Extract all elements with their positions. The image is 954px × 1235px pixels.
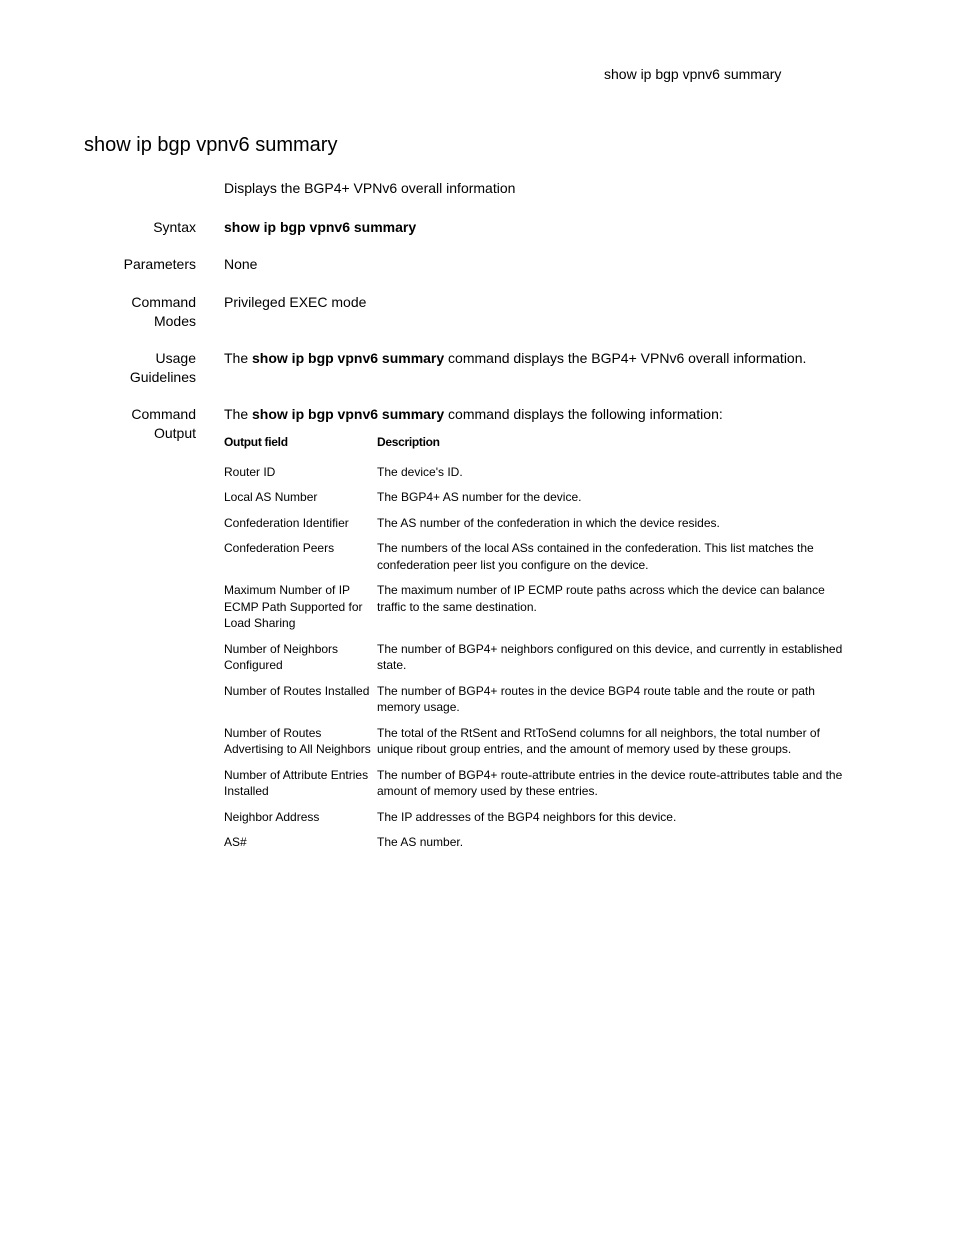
usage-label	[76, 349, 196, 387]
usage-label-line2: Guidelines	[129, 369, 196, 385]
intro-text: Displays the BGP4+ VPNv6 overall information	[224, 180, 516, 196]
table-cell-description: The number of BGP4+ route-attribute entries in the device route-attributes table and the amount of memory used by these entries.	[377, 767, 843, 798]
output-table-header-field: Output field	[224, 435, 288, 449]
syntax-value: show ip bgp vpnv6 summary	[224, 219, 417, 235]
table-row	[224, 582, 853, 641]
table-cell-description: The AS number of the confederation in which the device resides.	[377, 515, 720, 530]
parameters-label: Parameters	[123, 256, 196, 272]
table-cell-field: Router ID	[224, 464, 276, 479]
table-cell-description: The BGP4+ AS number for the device.	[377, 490, 582, 504]
output-table-header-description: Description	[377, 435, 440, 449]
table-row	[224, 834, 853, 860]
table-cell-field: Number of Routes Advertising to All Neighbors	[224, 725, 371, 756]
table-cell-description: The total of the RtSent and RtToSend columns for all neighbors, the total number of unique ribout group entries, and the amount of memory used by these groups.	[377, 725, 820, 756]
table-row	[224, 540, 853, 582]
table-cell-field: Number of Routes Installed	[224, 683, 370, 698]
table-cell-field: Maximum Number of IP ECMP Path Supported for Load Sharing	[224, 583, 363, 630]
table-row	[224, 489, 853, 515]
syntax-label: Syntax	[153, 219, 196, 235]
table-cell-field: Number of Neighbors Configured	[224, 641, 339, 672]
output-command: show ip bgp vpnv6 summary	[252, 406, 445, 422]
command-modes-label	[76, 293, 196, 331]
table-cell-description: The maximum number of IP ECMP route paths across which the device can balance traffic to the same destination.	[377, 583, 825, 614]
command-modes-label-line1: Command	[131, 294, 196, 310]
table-row	[224, 809, 853, 835]
table-cell-field: Neighbor Address	[224, 809, 320, 824]
table-cell-field: AS#	[224, 835, 247, 849]
output-text	[224, 405, 723, 424]
page-title: show ip bgp vpnv6 summary	[84, 134, 338, 156]
usage-label-line1: Usage	[155, 350, 196, 366]
running-header: show ip bgp vpnv6 summary	[604, 66, 782, 82]
table-cell-description: The IP addresses of the BGP4 neighbors for this device.	[377, 809, 677, 824]
table-row	[224, 767, 853, 809]
table-row	[224, 464, 853, 490]
table-cell-description: The device's ID.	[377, 464, 463, 479]
command-modes-value: Privileged EXEC mode	[224, 294, 367, 310]
output-label-line2: Output	[153, 425, 196, 441]
usage-command: show ip bgp vpnv6 summary	[252, 350, 445, 366]
table-cell-field: Number of Attribute Entries Installed	[224, 767, 369, 798]
usage-prefix: The	[224, 350, 253, 366]
command-modes-label-line2: Modes	[153, 313, 196, 329]
parameters-value: None	[224, 256, 258, 272]
table-row	[224, 683, 853, 725]
table-cell-field: Confederation Peers	[224, 541, 335, 555]
table-cell-field: Confederation Identifier	[224, 515, 349, 530]
usage-suffix: command displays the BGP4+ VPNv6 overall information.	[444, 350, 807, 366]
usage-text	[224, 349, 806, 368]
output-table	[224, 434, 853, 860]
output-label	[76, 405, 196, 443]
output-suffix: command displays the following information:	[444, 406, 723, 422]
output-table-header-row	[224, 434, 853, 464]
table-row	[224, 515, 853, 541]
table-cell-description: The AS number.	[377, 835, 464, 849]
table-row	[224, 725, 853, 767]
table-row	[224, 641, 853, 683]
output-label-line1: Command	[131, 406, 196, 422]
table-cell-description: The number of BGP4+ routes in the device BGP4 route table and the route or path memory usage.	[377, 683, 815, 714]
table-cell-description: The number of BGP4+ neighbors configured on this device, and currently in established state.	[377, 641, 843, 672]
table-cell-description: The numbers of the local ASs contained in the confederation. This list matches the confederation peer list you configure on the device.	[377, 541, 814, 572]
table-cell-field: Local AS Number	[224, 490, 318, 504]
output-prefix: The	[224, 406, 253, 422]
